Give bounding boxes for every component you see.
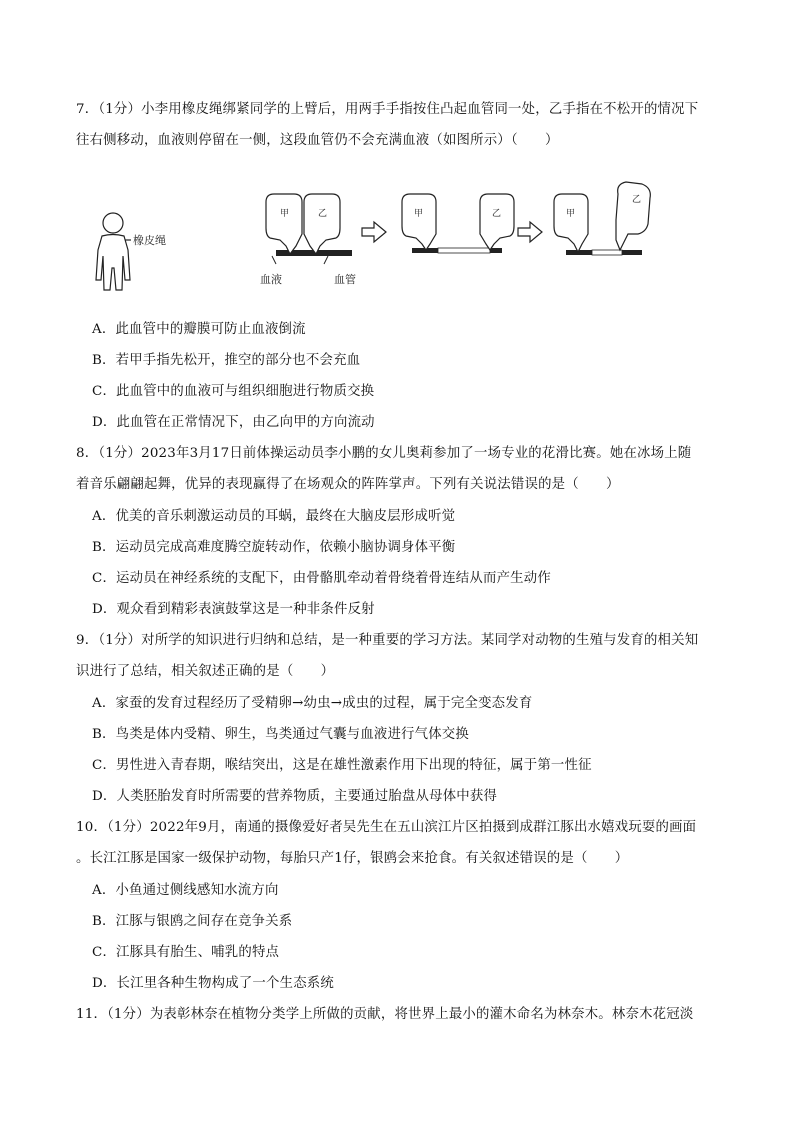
q11-stem-line1: 11．（1分）为表彰林奈在植物分类学上所做的贡献，将世界上最小的灌木命名为林奈木。林奈木花冠淡 — [76, 1007, 694, 1022]
q8-option-b: B．运动员完成高难度腾空旋转动作，依赖小脑协调身体平衡 — [92, 540, 456, 555]
label-blood: 血液 — [260, 273, 282, 286]
q9-option-d: D．人类胚胎发育时所需要的营养物质，主要通过胎盘从母体中获得 — [92, 789, 498, 804]
q10-option-d: D．长江里各种生物构成了一个生态系统 — [92, 976, 334, 991]
q8-stem-line1: 8．（1分）2023年3月17日前体操运动员李小鹏的女儿奥莉参加了一场专业的花滑比赛。她在冰场上随 — [76, 446, 692, 461]
arrow-right-icon — [518, 222, 542, 242]
q7-stem-line1: 7．（1分）小李用橡皮绳绑紧同学的上臂后，用两手手指按住凸起血管同一处，乙手指在不松开的情况下 — [76, 102, 699, 117]
q9-option-c: C．男性进入青春期，喉结突出，这是在雄性激素作用下出现的特征，属于第一性征 — [92, 758, 592, 773]
q7-option-d: D．此血管在正常情况下，由乙向甲的方向流动 — [92, 415, 375, 430]
q7-figure — [90, 180, 660, 310]
q8-option-a: A．优美的音乐刺激运动员的耳蜗，最终在大脑皮层形成听觉 — [92, 509, 456, 524]
finger-a-2: 甲 — [414, 209, 424, 219]
q10-option-a: A．小鱼通过侧线感知水流方向 — [92, 883, 279, 898]
q7-option-b: B．若甲手指先松开，推空的部分也不会充血 — [92, 353, 361, 368]
q8-option-c: C．运动员在神经系统的支配下，由骨骼肌牵动着骨绕着骨连结从而产生动作 — [92, 571, 551, 586]
finger-b-3: 乙 — [632, 195, 642, 205]
label-vessel: 血管 — [334, 273, 356, 286]
panel-2 — [402, 194, 514, 253]
q9-stem-line1: 9．（1分）对所学的知识进行归纳和总结，是一种重要的学习方法。某同学对动物的生殖与发育的相关知 — [76, 633, 699, 648]
q9-option-a: A．家蚕的发育过程经历了受精卵→幼虫→成虫的过程，属于完全变态发育 — [92, 696, 533, 711]
label-rope: 橡皮绳 — [133, 234, 166, 247]
panel-1 — [260, 194, 356, 286]
panel-3 — [554, 182, 650, 255]
finger-b-1: 乙 — [318, 209, 328, 219]
finger-a-3: 甲 — [566, 209, 576, 219]
q10-stem-line1: 10．（1分）2022年9月，南通的摄像爱好者吴先生在五山滨江片区拍摄到成群江豚出水嬉戏玩耍的画面 — [76, 820, 697, 835]
q10-option-b: B．江豚与银鸥之间存在竞争关系 — [92, 914, 293, 929]
q8-stem-line2: 着音乐翩翩起舞，优异的表现赢得了在场观众的阵阵掌声。下列有关说法错误的是（ ） — [76, 477, 620, 492]
q7-option-c: C．此血管中的血液可与组织细胞进行物质交换 — [92, 384, 375, 399]
q9-option-b: B．鸟类是体内受精、卵生，鸟类通过气囊与血液进行气体交换 — [92, 727, 469, 742]
human-figure — [96, 213, 131, 290]
q7-stem-line2: 往右侧移动，血液则停留在一侧，这段血管仍不会充满血液（如图所示）（ ） — [76, 133, 559, 148]
q10-option-c: C．江豚具有胎生、哺乳的特点 — [92, 945, 280, 960]
q9-stem-line2: 识进行了总结，相关叙述正确的是（ ） — [76, 664, 335, 679]
q7-option-a: A．此血管中的瓣膜可防止血液倒流 — [92, 322, 306, 337]
q8-option-d: D．观众看到精彩表演鼓掌这是一种非条件反射 — [92, 602, 375, 617]
arrow-right-icon — [362, 222, 386, 242]
q10-stem-line2: 。长江江豚是国家一级保护动物，每胎只产1仔，银鸥会来抢食。有关叙述错误的是（ ） — [76, 851, 629, 866]
finger-b-2: 乙 — [492, 209, 502, 219]
finger-a-1: 甲 — [280, 209, 290, 219]
